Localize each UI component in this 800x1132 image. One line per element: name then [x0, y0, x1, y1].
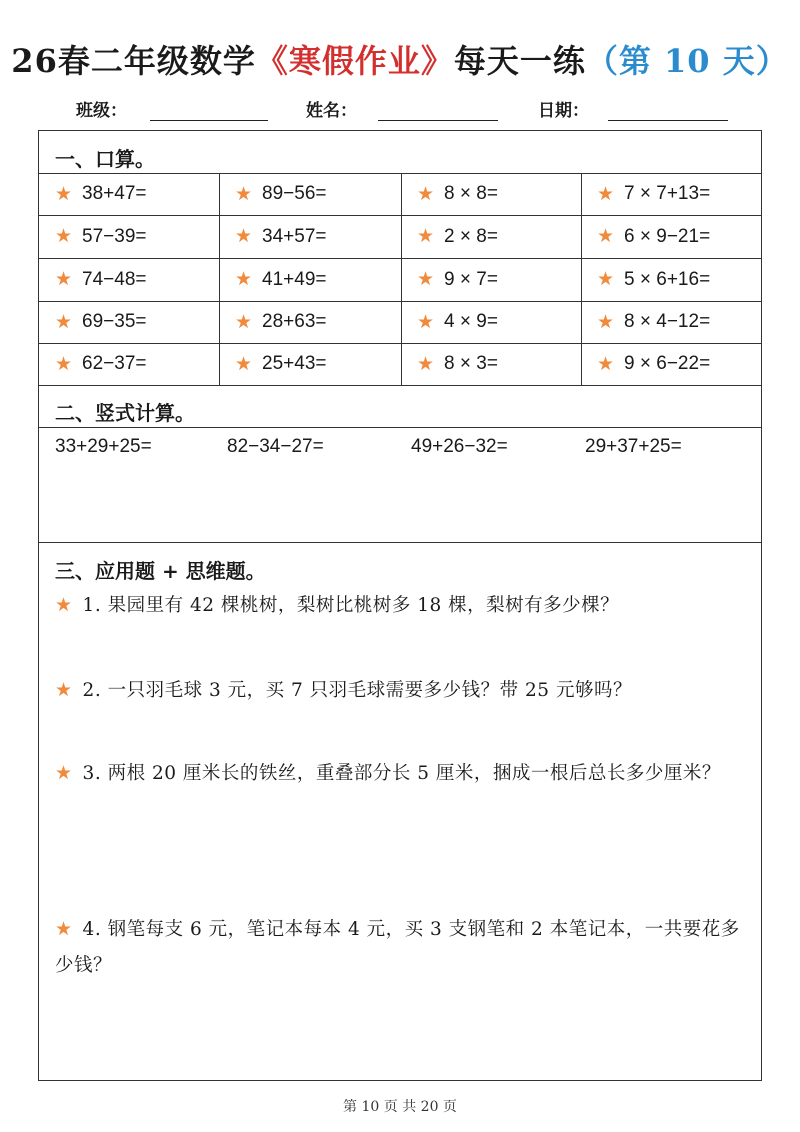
oral-calc-expression: 34+57= [262, 225, 327, 247]
star-icon: ★ [55, 918, 73, 940]
star-icon: ★ [235, 226, 253, 247]
oral-calc-item [235, 215, 327, 258]
oral-calc-item [417, 343, 498, 385]
vertical-calc-item: 82−34−27= [227, 436, 324, 457]
title-prefix: 26春二年级数学 [11, 42, 256, 80]
oral-calc-expression: 25+43= [262, 353, 327, 374]
star-icon: ★ [597, 183, 615, 205]
star-icon: ★ [597, 353, 615, 375]
oral-calc-item [55, 173, 147, 215]
oral-calc-item [597, 301, 710, 343]
star-icon: ★ [55, 226, 73, 247]
oral-calc-expression: 69−35= [82, 311, 147, 332]
oral-calc-expression: 9 × 6−22= [624, 353, 711, 374]
divider [219, 173, 220, 385]
word-problem-1 [55, 587, 755, 624]
word-problem-2 [55, 672, 755, 709]
oral-calc-expression: 38+47= [82, 183, 147, 204]
question-text: 4. 钢笔每支 6 元，笔记本每本 4 元，买 3 支钢笔和 2 本笔记本，一共要花多少钱？ [55, 919, 740, 976]
star-icon: ★ [55, 183, 73, 205]
oral-calc-item [597, 258, 710, 301]
oral-calc-item [55, 343, 147, 385]
divider [39, 385, 761, 386]
section1-heading: 一、口算。 [55, 147, 155, 171]
star-icon: ★ [235, 269, 253, 290]
star-icon: ★ [235, 311, 253, 333]
oral-calc-expression: 8 × 3= [444, 353, 498, 374]
question-text: 1. 果园里有 42 棵桃树，梨树比桃树多 18 棵，梨树有多少棵？ [82, 595, 620, 616]
star-icon: ★ [55, 594, 73, 616]
oral-calc-item [55, 301, 147, 343]
star-icon: ★ [235, 353, 253, 375]
worksheet-frame [38, 130, 762, 1081]
oral-calc-expression: 89−56= [262, 183, 327, 204]
star-icon: ★ [417, 226, 435, 247]
star-icon: ★ [417, 269, 435, 290]
question-text: 3. 两根 20 厘米长的铁丝，重叠部分长 5 厘米，捆成一根后总长多少厘米？ [82, 763, 721, 784]
section3-heading: 三、应用题 + 思维题。 [55, 559, 266, 583]
star-icon: ★ [597, 226, 615, 247]
star-icon: ★ [417, 353, 435, 375]
oral-calc-item [235, 301, 327, 343]
oral-calc-item [417, 258, 498, 301]
title-highlight: 《寒假作业》 [255, 42, 454, 80]
vertical-calc-item: 29+37+25= [585, 436, 682, 457]
oral-calc-item [235, 173, 327, 215]
oral-calc-expression: 28+63= [262, 311, 327, 332]
oral-calc-expression: 41+49= [262, 268, 327, 290]
divider [39, 542, 761, 543]
oral-calc-expression: 4 × 9= [444, 311, 498, 332]
word-problem-4 [55, 911, 755, 984]
title-suffix: 每天一练 [453, 42, 586, 80]
oral-calc-item [417, 301, 498, 343]
divider [581, 173, 582, 385]
oral-calc-expression: 6 × 9−21= [624, 225, 711, 247]
oral-calc-expression: 62−37= [82, 353, 147, 374]
star-icon: ★ [55, 353, 73, 375]
class-label: 班级： [76, 101, 127, 121]
title-day: （第 10 天） [585, 42, 789, 80]
star-icon: ★ [55, 762, 73, 784]
oral-calc-item [55, 215, 147, 258]
oral-calc-item [597, 215, 710, 258]
oral-calc-expression: 9 × 7= [444, 268, 498, 290]
vertical-calc-item: 49+26−32= [411, 436, 508, 457]
oral-calc-expression: 7 × 7+13= [624, 183, 711, 204]
oral-calc-item [597, 343, 710, 385]
divider [39, 427, 761, 428]
class-blank[interactable] [150, 120, 268, 121]
word-problem-3 [55, 755, 755, 792]
oral-calc-item [597, 173, 710, 215]
question-text: 2. 一只羽毛球 3 元，买 7 只羽毛球需要多少钱？带 25 元够吗？ [82, 680, 632, 701]
divider [401, 173, 402, 385]
star-icon: ★ [55, 679, 73, 701]
oral-calc-expression: 8 × 8= [444, 183, 498, 204]
oral-calc-item [235, 258, 327, 301]
date-label: 日期： [538, 101, 589, 121]
star-icon: ★ [417, 183, 435, 205]
oral-calc-expression: 74−48= [82, 268, 147, 290]
star-icon: ★ [597, 269, 615, 290]
star-icon: ★ [597, 311, 615, 333]
name-blank[interactable] [378, 120, 498, 121]
star-icon: ★ [417, 311, 435, 333]
page-footer: 第 10 页 共 20 页 [343, 1099, 457, 1115]
oral-calc-item [235, 343, 327, 385]
section2-heading: 二、竖式计算。 [55, 401, 195, 425]
name-label: 姓名： [306, 101, 357, 121]
star-icon: ★ [55, 269, 73, 290]
vertical-calc-item: 33+29+25= [55, 436, 152, 457]
star-icon: ★ [55, 311, 73, 333]
star-icon: ★ [235, 183, 253, 205]
oral-calc-expression: 2 × 8= [444, 225, 498, 247]
oral-calc-expression: 57−39= [82, 225, 147, 247]
date-blank[interactable] [608, 120, 728, 121]
oral-calc-item [417, 215, 498, 258]
page-title [0, 36, 800, 82]
student-info-row [0, 96, 800, 126]
oral-calc-expression: 5 × 6+16= [624, 268, 711, 290]
oral-calc-item [55, 258, 147, 301]
oral-calc-item [417, 173, 498, 215]
oral-calc-expression: 8 × 4−12= [624, 311, 711, 332]
